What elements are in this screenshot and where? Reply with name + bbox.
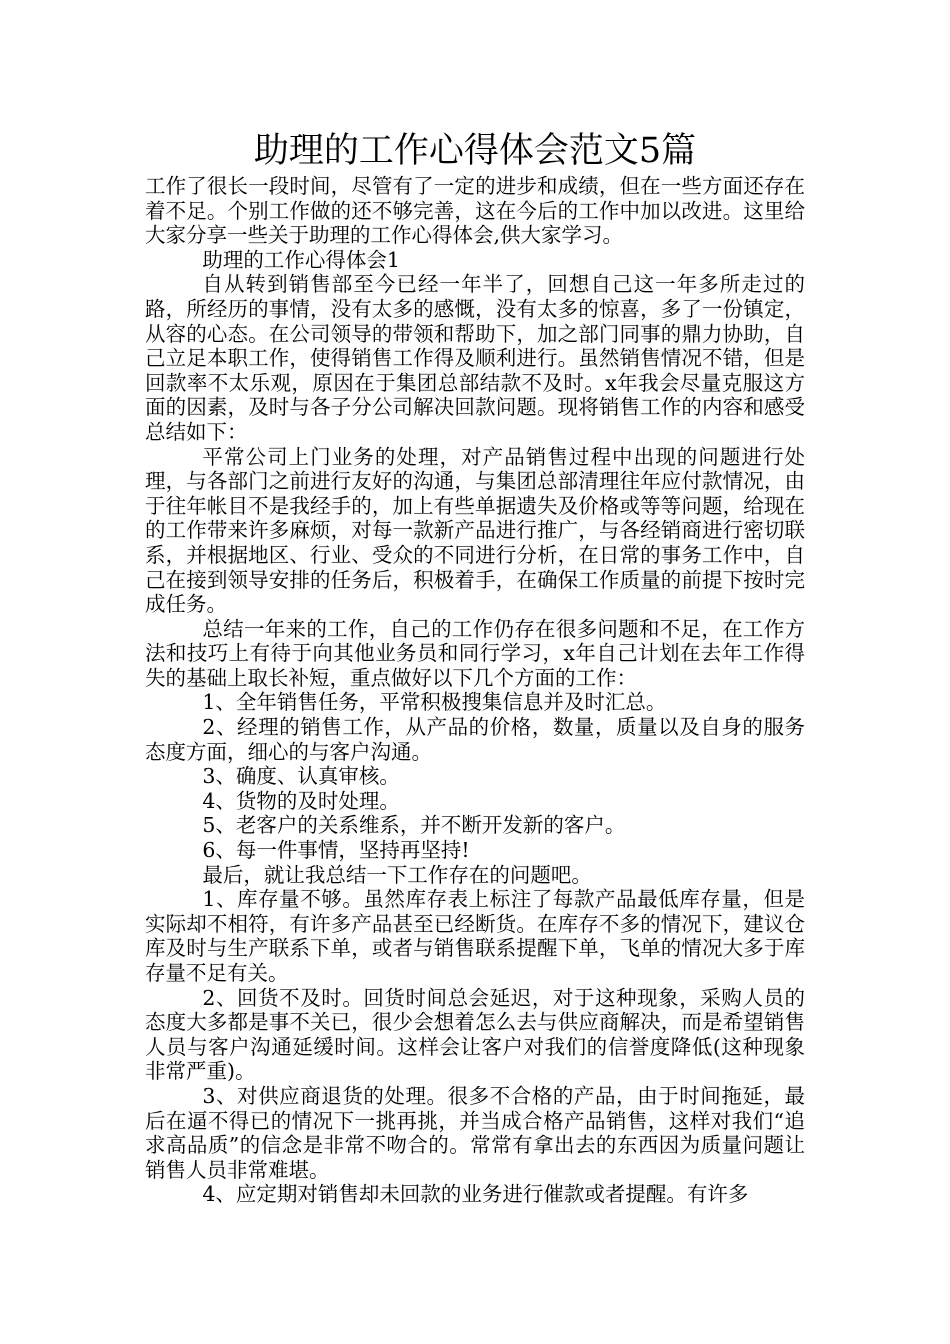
section-heading: 助理的工作心得体会1 bbox=[202, 247, 400, 272]
paragraph: 自从转到销售部至今已经一年半了，回想自己这一年多所走过的路，所经历的事情，没有太多的感慨，没有太多的惊喜，多了一份镇定，从容的心态。在公司领导的带领和帮助下，加之部门同事的鼎力协助，自己立足本职工作，使得销售工作得及顺利进行。虽然销售情况不错，但是回款率不太乐观，原因在于集团总部结款不及时。x年我会尽量克服这方面的因素，及时与各子分公司解决回款问题。现将销售工作的内容和感受总结如下： bbox=[145, 272, 805, 444]
list-item: 1、全年销售任务，平常积极搜集信息并及时汇总。 bbox=[202, 690, 667, 715]
list-item: 3、确度、认真审核。 bbox=[202, 764, 400, 789]
list-item: 1、库存量不够。虽然库存表上标注了每款产品最低库存量，但是实际却不相符，有许多产品甚至已经断货。在库存不多的情况下，建议仓库及时与生产联系下单，或者与销售联系提醒下单，飞单的情况大多于库存量不足有关。 bbox=[145, 887, 805, 985]
list-item: 3、对供应商退货的处理。很多不合格的产品，由于时间拖延，最后在逼不得已的情况下一挑再挑，并当成合格产品销售，这样对我们“追求高品质”的信念是非常不吻合的。常常有拿出去的东西因为质量问题让销售人员非常难堪。 bbox=[145, 1083, 805, 1182]
list-item: 6、每一件事情，坚持再坚持! bbox=[202, 838, 470, 863]
paragraph: 最后，就让我总结一下工作存在的问题吧。 bbox=[202, 862, 592, 887]
intro-paragraph: 工作了很长一段时间，尽管有了一定的进步和成绩，但在一些方面还存在着不足。个别工作做的还不够完善，这在今后的工作中加以改进。这里给大家分享一些关于助理的工作心得体会,供大家学习。 bbox=[145, 174, 805, 248]
document-title: 助理的工作心得体会范文5篇 bbox=[253, 131, 697, 171]
list-item: 4、货物的及时处理。 bbox=[202, 788, 400, 813]
list-item: 5、老客户的关系维系，并不断开发新的客户。 bbox=[202, 813, 626, 838]
list-item: 2、经理的销售工作，从产品的价格，数量，质量以及自身的服务态度方面，细心的与客户沟通。 bbox=[145, 715, 805, 764]
list-item: 4、应定期对销售却未回款的业务进行催款或者提醒。有许多 bbox=[202, 1182, 749, 1207]
paragraph: 总结一年来的工作，自己的工作仍存在很多问题和不足，在工作方法和技巧上有待于向其他业务员和同行学习，x年自己计划在去年工作得失的基础上取长补短，重点做好以下几个方面的工作： bbox=[145, 616, 805, 690]
document-body bbox=[145, 174, 805, 1207]
paragraph: 平常公司上门业务的处理，对产品销售过程中出现的问题进行处理，与各部门之前进行友好的沟通，与集团总部清理往年应付款情况，由于往年帐目不是我经手的，加上有些单据遗失及价格或等等问题，给现在的工作带来许多麻烦，对每一款新产品进行推广，与各经销商进行密切联系，并根据地区、行业、受众的不同进行分析，在日常的事务工作中，自己在接到领导安排的任务后，积极着手，在确保工作质量的前提下按时完成任务。 bbox=[145, 444, 805, 617]
list-item: 2、回货不及时。回货时间总会延迟，对于这种现象，采购人员的态度大多都是事不关已，很少会想着怎么去与供应商解决，而是希望销售人员与客户沟通延缓时间。这样会让客户对我们的信誉度降低(这种现象非常严重)。 bbox=[145, 985, 805, 1084]
